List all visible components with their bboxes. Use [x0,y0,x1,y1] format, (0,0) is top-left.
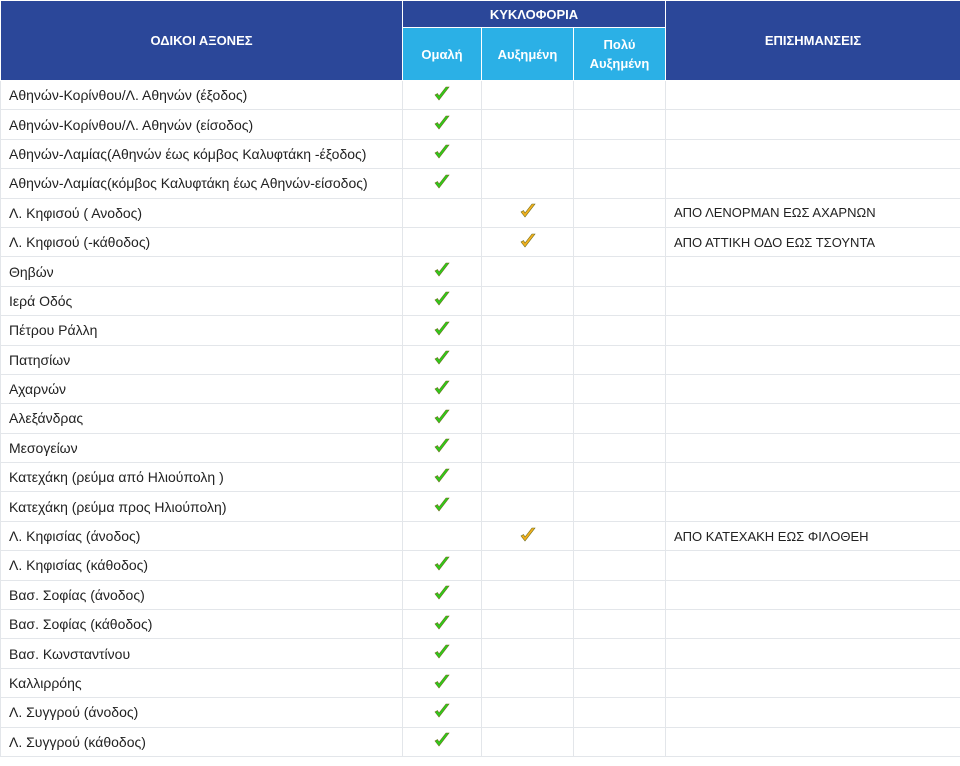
status-cell-normal [403,639,482,668]
status-cell-normal [403,610,482,639]
note-cell [666,169,960,198]
table-row [1,316,960,345]
checkmark-icon [433,114,451,132]
status-cell-normal [403,110,482,139]
status-cell-increased [482,610,574,639]
table-row [1,521,960,550]
checkmark-icon [433,702,451,720]
note-cell [666,345,960,374]
checkmark-icon [433,349,451,367]
note-cell [666,610,960,639]
checkmark-icon [433,173,451,191]
checkmark-icon [433,437,451,455]
status-cell-very-increased [574,286,666,315]
checkmark-icon [433,731,451,749]
road-name: Κατεχάκη (ρεύμα από Ηλιούπολη ) [1,463,403,492]
status-cell-normal [403,139,482,168]
road-name: Λ. Κηφισίας (κάθοδος) [1,551,403,580]
road-name: Βασ. Σοφίας (κάθοδος) [1,610,403,639]
status-cell-very-increased [574,727,666,756]
status-cell-very-increased [574,227,666,256]
table-row [1,198,960,227]
checkmark-icon [519,526,537,544]
table-row [1,580,960,609]
road-name: Ιερά Οδός [1,286,403,315]
table-row [1,698,960,727]
status-cell-normal [403,345,482,374]
status-cell-increased [482,374,574,403]
status-cell-very-increased [574,668,666,697]
road-name: Αθηνών-Λαμίας(κόμβος Καλυφτάκη έως Αθηνών-είσοδος) [1,169,403,198]
road-name: Καλλιρρόης [1,668,403,697]
status-cell-increased [482,433,574,462]
status-cell-normal [403,727,482,756]
status-cell-increased [482,257,574,286]
status-cell-normal [403,551,482,580]
status-cell-normal [403,521,482,550]
checkmark-icon [433,614,451,632]
status-cell-very-increased [574,492,666,521]
checkmark-icon [433,379,451,397]
table-row [1,610,960,639]
status-cell-normal [403,227,482,256]
status-cell-increased [482,492,574,521]
table-row [1,257,960,286]
note-cell [666,257,960,286]
checkmark-icon [433,496,451,514]
status-cell-increased [482,81,574,110]
status-cell-very-increased [574,551,666,580]
status-cell-increased [482,580,574,609]
road-name: Βασ. Κωνσταντίνου [1,639,403,668]
checkmark-icon [433,408,451,426]
checkmark-icon [433,673,451,691]
status-cell-increased [482,698,574,727]
status-cell-very-increased [574,639,666,668]
note-cell: ΑΠΟ ΚΑΤΕΧΑΚΗ ΕΩΣ ΦΙΛΟΘΕΗ [666,521,960,550]
road-name: Κατεχάκη (ρεύμα προς Ηλιούπολη) [1,492,403,521]
checkmark-icon [433,643,451,661]
checkmark-icon [433,320,451,338]
road-name: Λ. Συγγρού (κάθοδος) [1,727,403,756]
status-cell-normal [403,286,482,315]
note-cell [666,639,960,668]
checkmark-icon [433,85,451,103]
status-cell-very-increased [574,374,666,403]
table-row [1,668,960,697]
table-row [1,169,960,198]
status-cell-normal [403,374,482,403]
checkmark-icon [433,584,451,602]
status-cell-increased [482,227,574,256]
status-cell-very-increased [574,521,666,550]
checkmark-icon [433,290,451,308]
status-cell-normal [403,404,482,433]
road-name: Θηβών [1,257,403,286]
road-name: Αλεξάνδρας [1,404,403,433]
table-row [1,286,960,315]
traffic-header: ΚΥΚΛΟΦΟΡΙΑ [403,1,666,28]
table-row [1,463,960,492]
status-cell-increased [482,668,574,697]
status-cell-normal [403,169,482,198]
status-cell-normal [403,492,482,521]
table-row [1,639,960,668]
note-cell [666,580,960,609]
note-cell [666,727,960,756]
checkmark-icon [433,555,451,573]
road-name: Μεσογείων [1,433,403,462]
status-cell-normal [403,580,482,609]
road-name: Λ. Κηφισού (-κάθοδος) [1,227,403,256]
status-cell-increased [482,286,574,315]
note-cell: ΑΠΟ ΑΤΤΙΚΗ ΟΔΟ ΕΩΣ ΤΣΟΥΝΤΑ [666,227,960,256]
status-cell-increased [482,316,574,345]
checkmark-icon [433,143,451,161]
checkmark-icon [519,232,537,250]
note-cell [666,139,960,168]
status-cell-very-increased [574,580,666,609]
notes-header: ΕΠΙΣΗΜΑΝΣΕΙΣ [666,1,960,81]
status-cell-very-increased [574,139,666,168]
road-name: Αχαρνών [1,374,403,403]
road-name: Αθηνών-Κορίνθου/Λ. Αθηνών (είσοδος) [1,110,403,139]
note-cell: ΑΠΟ ΛΕΝΟΡΜΑΝ ΕΩΣ ΑΧΑΡΝΩΝ [666,198,960,227]
table-row [1,139,960,168]
status-cell-normal [403,698,482,727]
normal-header: Ομαλή [403,28,482,81]
status-cell-increased [482,727,574,756]
status-cell-very-increased [574,257,666,286]
note-cell [666,404,960,433]
status-cell-increased [482,169,574,198]
road-name: Πέτρου Ράλλη [1,316,403,345]
status-cell-increased [482,521,574,550]
roads-header: ΟΔΙΚΟΙ ΑΞΟΝΕΣ [1,1,403,81]
note-cell [666,551,960,580]
note-cell [666,110,960,139]
status-cell-normal [403,463,482,492]
road-name: Βασ. Σοφίας (άνοδος) [1,580,403,609]
note-cell [666,698,960,727]
checkmark-icon [519,202,537,220]
road-name: Αθηνών-Κορίνθου/Λ. Αθηνών (έξοδος) [1,81,403,110]
status-cell-normal [403,668,482,697]
status-cell-very-increased [574,404,666,433]
note-cell [666,286,960,315]
status-cell-normal [403,316,482,345]
table-row [1,492,960,521]
very-increased-header: Πολύ Αυξημένη [574,28,666,81]
status-cell-very-increased [574,463,666,492]
note-cell [666,374,960,403]
table-row [1,81,960,110]
status-cell-increased [482,198,574,227]
status-cell-normal [403,433,482,462]
table-row [1,110,960,139]
status-cell-very-increased [574,610,666,639]
table-row [1,374,960,403]
status-cell-very-increased [574,698,666,727]
status-cell-very-increased [574,81,666,110]
table-row [1,727,960,756]
status-cell-normal [403,198,482,227]
status-cell-very-increased [574,169,666,198]
road-name: Πατησίων [1,345,403,374]
note-cell [666,668,960,697]
status-cell-very-increased [574,433,666,462]
status-cell-increased [482,110,574,139]
checkmark-icon [433,261,451,279]
status-cell-increased [482,463,574,492]
road-name: Λ. Κηφισού ( Ανοδος) [1,198,403,227]
status-cell-very-increased [574,316,666,345]
checkmark-icon [433,467,451,485]
status-cell-increased [482,404,574,433]
table-row [1,404,960,433]
road-name: Αθηνών-Λαμίας(Αθηνών έως κόμβος Καλυφτάκη -έξοδος) [1,139,403,168]
note-cell [666,81,960,110]
table-row [1,551,960,580]
status-cell-increased [482,139,574,168]
status-cell-increased [482,639,574,668]
status-cell-very-increased [574,198,666,227]
status-cell-very-increased [574,110,666,139]
table-row [1,227,960,256]
note-cell [666,492,960,521]
status-cell-increased [482,345,574,374]
status-cell-very-increased [574,345,666,374]
note-cell [666,463,960,492]
status-cell-increased [482,551,574,580]
note-cell [666,433,960,462]
increased-header: Αυξημένη [482,28,574,81]
table-row [1,345,960,374]
status-cell-normal [403,257,482,286]
note-cell [666,316,960,345]
road-name: Λ. Κηφισίας (άνοδος) [1,521,403,550]
road-name: Λ. Συγγρού (άνοδος) [1,698,403,727]
table-row [1,433,960,462]
status-cell-normal [403,81,482,110]
